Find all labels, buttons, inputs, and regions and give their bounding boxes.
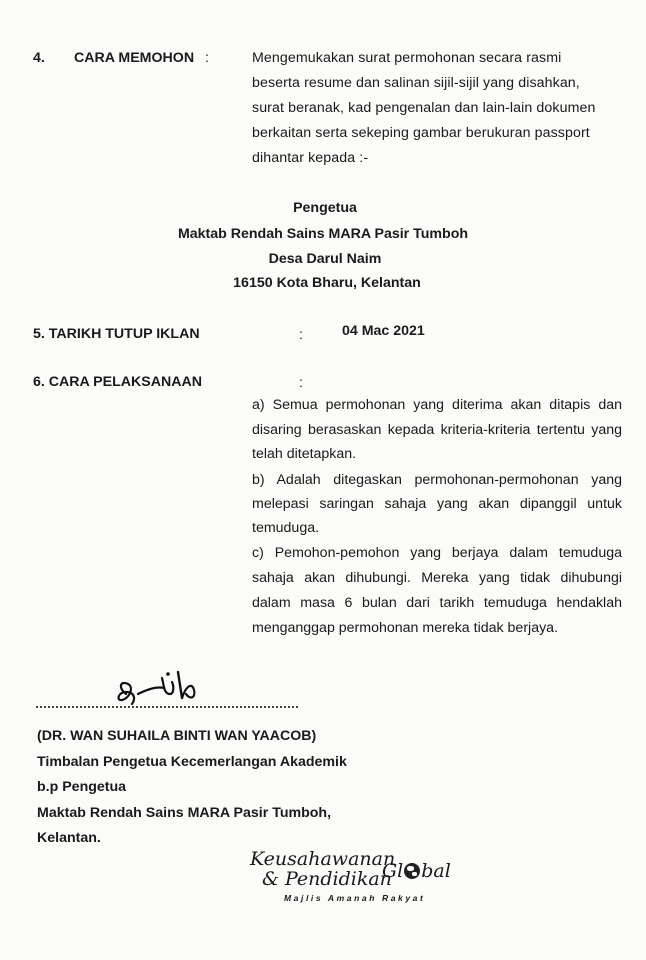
section6-line: disaring berasaskan kepada kriteria-kriteria tertentu yang (252, 422, 622, 438)
signatory-position: Timbalan Pengetua Kecemerlangan Akademik (37, 754, 347, 770)
address-line-4: 16150 Kota Bharu, Kelantan (233, 275, 421, 291)
section4-line: dihantar kepada :- (252, 150, 369, 166)
section4-line: beserta resume dan salinan sijil-sijil yang disahkan, (252, 75, 580, 91)
slogan-line-1: Keusahawanan (250, 848, 396, 870)
section4-colon: : (205, 50, 210, 66)
section6-line: temuduga. (252, 520, 320, 536)
section6-colon: : (299, 375, 304, 391)
section6-line: dalam masa 6 bulan dari tarikh temuduga hendaklah (252, 595, 622, 611)
signatory-school: Maktab Rendah Sains MARA Pasir Tumboh, (37, 805, 332, 821)
address-line-1: Pengetua (293, 200, 357, 216)
section5-title: 5. TARIKH TUTUP IKLAN (33, 326, 200, 342)
address-line-3: Desa Darul Naim (268, 251, 382, 267)
slogan-global (382, 860, 451, 882)
slogan-line-2: & Pendidikan (262, 868, 392, 890)
section6-line: telah ditetapkan. (252, 446, 357, 462)
section4-title: CARA MEMOHON (74, 50, 195, 66)
section6-line: sahaja akan dihubungi. Mereka yang tidak dihubungi (252, 570, 622, 586)
section6-line: a) Semua permohonan yang diterima akan ditapis dan (252, 397, 622, 413)
slogan-global-pre: Gl (382, 860, 404, 882)
section5-colon: : (299, 327, 304, 343)
signature-dotted-line (36, 706, 298, 708)
section6-line: menganggap permohonan mereka tidak berjaya. (252, 620, 559, 636)
closing-date: 04 Mac 2021 (342, 323, 425, 339)
section4-line: Mengemukakan surat permohonan secara rasmi (252, 50, 562, 66)
section4-number: 4. (33, 50, 45, 66)
section6-line: melepasi saringan sahaja yang akan dipanggil untuk (252, 496, 622, 512)
section4-line: berkaitan serta sekeping gambar berukuran passport (252, 125, 590, 141)
section6-line: b) Adalah ditegaskan permohonan-permohonan yang (252, 472, 622, 488)
slogan-global-post: bal (421, 860, 451, 882)
globe-icon (404, 863, 420, 879)
slogan-subtitle: Majlis Amanah Rakyat (284, 893, 426, 903)
section6-title: 6. CARA PELAKSANAAN (33, 374, 202, 390)
section6-line: c) Pemohon-pemohon yang berjaya dalam temuduga (252, 545, 622, 561)
signatory-bp: b.p Pengetua (37, 779, 127, 795)
signature-image (112, 664, 212, 710)
signatory-name: (DR. WAN SUHAILA BINTI WAN YAACOB) (37, 728, 317, 744)
signatory-state: Kelantan. (37, 830, 101, 846)
address-line-2: Maktab Rendah Sains MARA Pasir Tumboh (177, 226, 469, 242)
section4-line: surat beranak, kad pengenalan dan lain-lain dokumen (252, 100, 596, 116)
